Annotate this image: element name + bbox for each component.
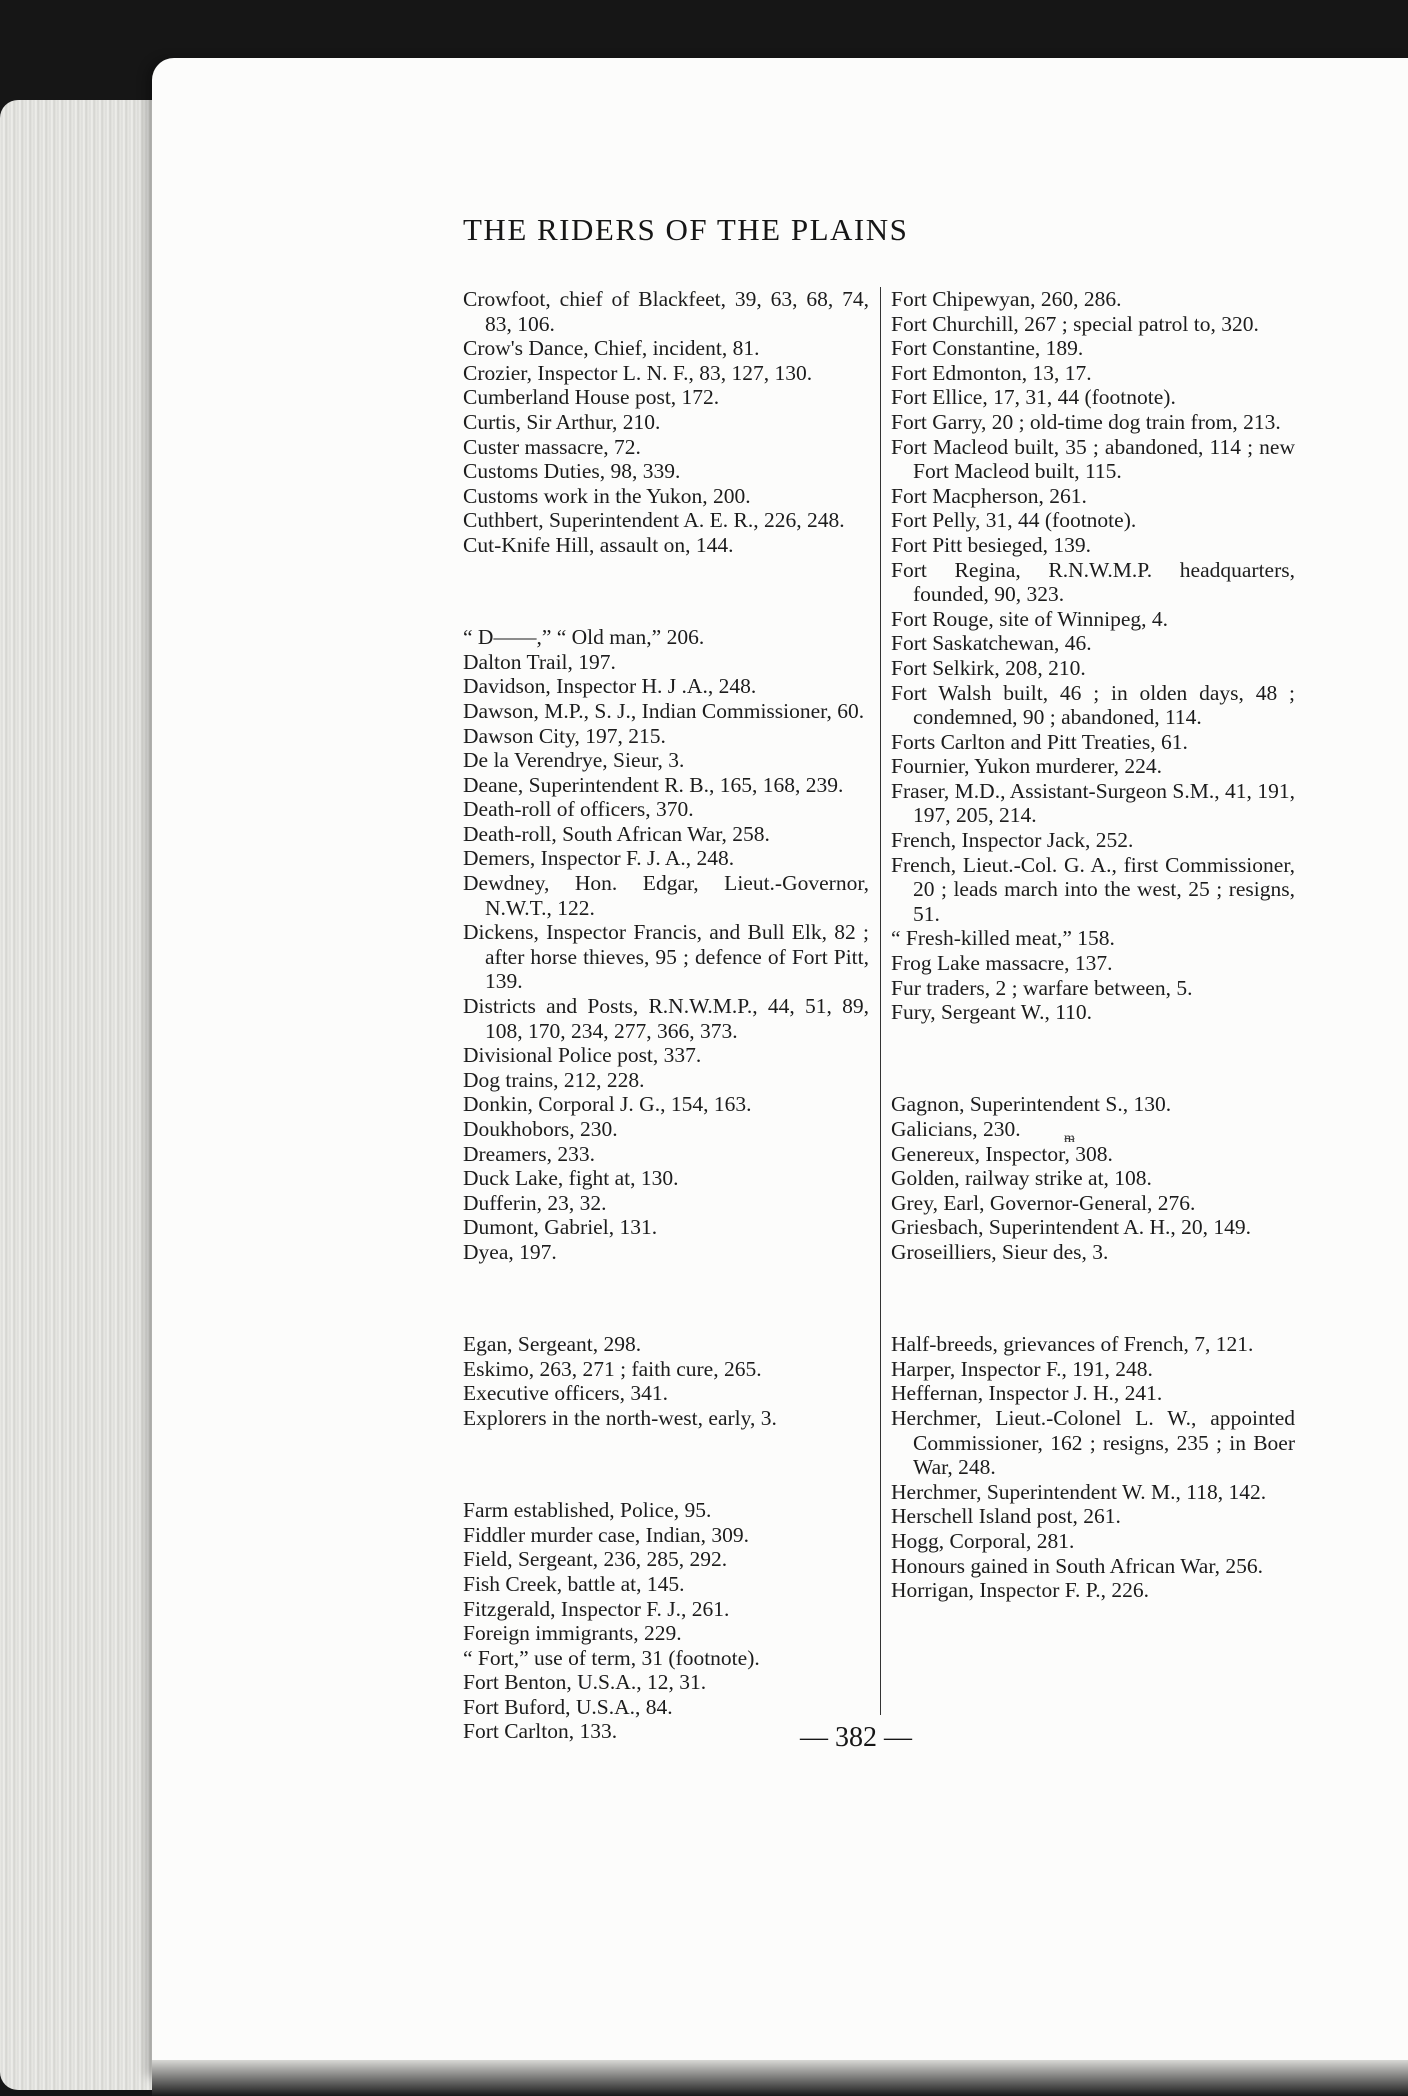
index-entry: Foreign immigrants, 229. bbox=[463, 1621, 682, 1646]
index-entry: Horrigan, Inspector F. P., 226. bbox=[891, 1578, 1150, 1603]
index-entry: Griesbach, Superintendent A. H., 20, 149. bbox=[891, 1215, 1252, 1240]
index-entry: Fury, Sergeant W., 110. bbox=[891, 1000, 1093, 1025]
index-entry: Death-roll of officers, 370. bbox=[463, 797, 694, 822]
index-entry: Curtis, Sir Arthur, 210. bbox=[463, 409, 661, 434]
index-entry: Galicians, 230. bbox=[891, 1117, 1021, 1141]
index-entry: Dawson, M.P., S. J., Indian Commissioner, 60. bbox=[463, 698, 865, 723]
index-entry: Genereux, Inspector, 308. bbox=[891, 1141, 1113, 1166]
index-entry: Fort Constantine, 189. bbox=[891, 336, 1084, 361]
index-entry: Crozier, Inspector L. N. F., 83, 127, 130. bbox=[463, 360, 813, 385]
index-entry: Deane, Superintendent R. B., 165, 168, 239. bbox=[463, 772, 844, 797]
index-entry: “ Fresh-killed meat,” 158. bbox=[891, 926, 1115, 951]
index-entry: Davidson, Inspector H. J .A., 248. bbox=[463, 674, 757, 699]
index-entry: Demers, Inspector F. J. A., 248. bbox=[463, 846, 735, 871]
index-entry: Fort Chipewyan, 260, 286. bbox=[891, 287, 1122, 311]
index-entry: Egan, Sergeant, 298. bbox=[463, 1332, 642, 1357]
index-entry: Herschell Island post, 261. bbox=[891, 1504, 1121, 1529]
index-entry: Fort Carlton, 133. bbox=[463, 1719, 618, 1744]
index-entry: De la Verendrye, Sieur, 3. bbox=[463, 748, 685, 773]
index-entry: Fort Walsh built, 46 ; in olden days, 48 ; condemned, 90 ; abandoned, 114. bbox=[891, 680, 1295, 730]
index-entry: Herchmer, Lieut.-Colonel L. W., appointed Commissioner, 162 ; resigns, 235 ; in Boer War, 248. bbox=[891, 1405, 1295, 1480]
index-entry: Fort Macleod built, 35 ; abandoned, 114 ; new Fort Macleod built, 115. bbox=[891, 434, 1295, 484]
index-entry: Custer massacre, 72. bbox=[463, 434, 641, 459]
index-entry: Gagnon, Superintendent S., 130. bbox=[891, 1092, 1172, 1117]
index-entry: Dalton Trail, 197. bbox=[463, 649, 616, 674]
page-number: — 382 — bbox=[800, 1722, 912, 1753]
index-entry: Fort Benton, U.S.A., 12, 31. bbox=[463, 1670, 707, 1695]
entry-gap bbox=[463, 579, 869, 604]
index-entry: Explorers in the north-west, early, 3. bbox=[463, 1405, 777, 1430]
index-entry: Districts and Posts, R.N.W.M.P., 44, 51, 89, 108, 170, 234, 277, 366, 373. bbox=[463, 994, 869, 1043]
index-entry: “ Fort,” use of term, 31 (footnote). bbox=[463, 1645, 760, 1670]
index-entry: Fort Macpherson, 261. bbox=[891, 483, 1087, 508]
index-entry: “ D——,” “ Old man,” 206. bbox=[463, 625, 705, 650]
index-entry: Dickens, Inspector Francis, and Bull Elk, 82 ; after horse thieves, 95 ; defence of Fort Pitt, 139. bbox=[463, 920, 869, 994]
index-entry: Fitzgerald, Inspector F. J., 261. bbox=[463, 1596, 730, 1621]
index-entry: Groseilliers, Sieur des, 3. bbox=[891, 1239, 1109, 1264]
index-entry: Fiddler murder case, Indian, 309. bbox=[463, 1522, 749, 1547]
index-entry: Death-roll, South African War, 258. bbox=[463, 821, 770, 846]
index-entry: Field, Sergeant, 236, 285, 292. bbox=[463, 1547, 728, 1572]
index-entry: Executive officers, 341. bbox=[463, 1381, 668, 1406]
index-entry: Dreamers, 233. bbox=[463, 1141, 595, 1166]
index-entry: Fort Edmonton, 13, 17. bbox=[891, 360, 1092, 385]
index-entry: Fort Buford, U.S.A., 84. bbox=[463, 1694, 673, 1719]
index-entry: Farm established, Police, 95. bbox=[463, 1498, 712, 1523]
index-entry: Crowfoot, chief of Blackfeet, 39, 63, 68, 74, 83, 106. bbox=[463, 287, 869, 336]
index-entry: Customs work in the Yukon, 200. bbox=[463, 483, 751, 508]
index-entry: Dufferin, 23, 32. bbox=[463, 1190, 607, 1215]
entry-gap bbox=[891, 1046, 1295, 1071]
index-entry: Dog trains, 212, 228. bbox=[463, 1067, 645, 1092]
index-entry: French, Inspector Jack, 252. bbox=[891, 828, 1134, 853]
running-head: THE RIDERS OF THE PLAINS bbox=[463, 212, 909, 247]
index-entry: Duck Lake, fight at, 130. bbox=[463, 1166, 679, 1191]
stray-mark: ᵯ bbox=[1064, 1131, 1075, 1146]
entry-gap bbox=[463, 1286, 869, 1311]
index-entry: Doukhobors, 230. bbox=[463, 1117, 618, 1141]
index-entry: Forts Carlton and Pitt Treaties, 61. bbox=[891, 729, 1188, 754]
index-entry: Fournier, Yukon murderer, 224. bbox=[891, 754, 1162, 779]
index-entry: Grey, Earl, Governor-General, 276. bbox=[891, 1190, 1196, 1215]
index-entry: Dewdney, Hon. Edgar, Lieut.-Governor, N.W.T., 122. bbox=[463, 871, 869, 920]
entry-gap bbox=[891, 1286, 1295, 1311]
index-entry: Cuthbert, Superintendent A. E. R., 226, 248. bbox=[463, 508, 845, 533]
index-entry: Fur traders, 2 ; warfare between, 5. bbox=[891, 975, 1193, 1000]
index-entry: Fort Garry, 20 ; old-time dog train from, 213. bbox=[891, 409, 1281, 434]
index-entry: Fort Selkirk, 208, 210. bbox=[891, 655, 1086, 680]
index-entry: French, Lieut.-Col. G. A., first Commissioner, 20 ; leads march into the west, 25 ; resigns, 51. bbox=[891, 852, 1295, 926]
index-entry: Donkin, Corporal J. G., 154, 163. bbox=[463, 1092, 752, 1117]
index-entry: Harper, Inspector F., 191, 248. bbox=[891, 1356, 1153, 1381]
index-entry: Hogg, Corporal, 281. bbox=[891, 1528, 1075, 1553]
index-entry: Fort Rouge, site of Winnipeg, 4. bbox=[891, 606, 1169, 631]
index-column-right bbox=[891, 287, 1295, 1603]
index-entry: Fort Pelly, 31, 44 (footnote). bbox=[891, 508, 1137, 533]
index-entry: Fort Pitt besieged, 139. bbox=[891, 532, 1092, 557]
index-entry: Fish Creek, battle at, 145. bbox=[463, 1571, 685, 1596]
index-entry: Crow's Dance, Chief, incident, 81. bbox=[463, 336, 760, 361]
index-column-left bbox=[463, 287, 869, 1744]
index-entry: Half-breeds, grievances of French, 7, 121. bbox=[891, 1332, 1254, 1357]
index-entry: Fort Saskatchewan, 46. bbox=[891, 631, 1092, 656]
index-entry: Cumberland House post, 172. bbox=[463, 385, 720, 410]
index-entry: Heffernan, Inspector J. H., 241. bbox=[891, 1381, 1163, 1406]
index-entry: Fort Ellice, 17, 31, 44 (footnote). bbox=[891, 385, 1176, 410]
index-entry: Dyea, 197. bbox=[463, 1239, 557, 1264]
index-entry: Fraser, M.D., Assistant-Surgeon S.M., 41, 191, 197, 205, 214. bbox=[891, 778, 1295, 828]
index-entry: Golden, railway strike at, 108. bbox=[891, 1166, 1152, 1191]
index-entry: Fort Churchill, 267 ; special patrol to, 320. bbox=[891, 311, 1259, 336]
index-entry: Honours gained in South African War, 256. bbox=[891, 1553, 1264, 1578]
index-entry: Fort Regina, R.N.W.M.P. headquarters, founded, 90, 323. bbox=[891, 557, 1295, 607]
index-entry: Frog Lake massacre, 137. bbox=[891, 951, 1113, 976]
entry-gap bbox=[463, 1452, 869, 1477]
index-entry: Cut-Knife Hill, assault on, 144. bbox=[463, 532, 734, 557]
index-entry: Eskimo, 263, 271 ; faith cure, 265. bbox=[463, 1356, 762, 1381]
page-bottom-shadow bbox=[152, 2060, 1408, 2096]
index-entry: Divisional Police post, 337. bbox=[463, 1043, 702, 1068]
index-entry: Dumont, Gabriel, 131. bbox=[463, 1215, 658, 1240]
column-rule bbox=[880, 287, 881, 1715]
index-entry: Dawson City, 197, 215. bbox=[463, 723, 666, 748]
index-entry: Customs Duties, 98, 339. bbox=[463, 459, 681, 484]
index-entry: Herchmer, Superintendent W. M., 118, 142. bbox=[891, 1479, 1267, 1504]
